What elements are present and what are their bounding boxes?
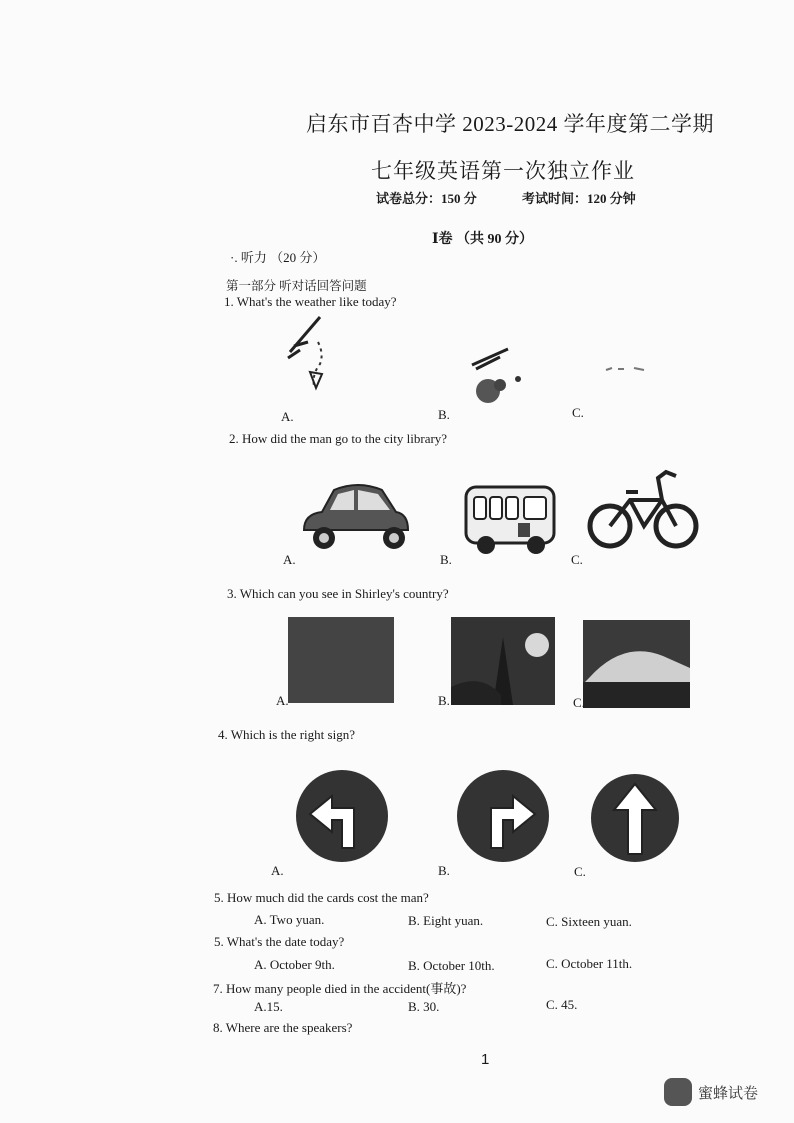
- left-turn-sign-icon: [294, 768, 390, 864]
- question-5: 5. How much did the cards cost the man?: [214, 890, 429, 905]
- watermark: [664, 1078, 758, 1106]
- question-3: 3. Which can you see in Shirley's country?: [227, 586, 449, 601]
- question-7: 7. How many people died in the accident(事故)?: [213, 981, 467, 996]
- q6-option-a: A. October 9th.: [254, 957, 335, 972]
- q5-option-c: C. Sixteen yuan.: [546, 914, 632, 929]
- q7-option-c: C. 45.: [546, 997, 578, 1012]
- wind-icon: [604, 362, 654, 376]
- q2-option-a: A.: [283, 552, 296, 567]
- question-1: 1. What's the weather like today?: [224, 294, 397, 309]
- right-turn-sign-icon: [455, 768, 551, 864]
- page-number: 1: [481, 1051, 490, 1068]
- question-8: 8. Where are the speakers?: [213, 1020, 353, 1035]
- q3-option-a: A.: [276, 693, 289, 708]
- q1-option-c: C.: [572, 405, 584, 420]
- paper-title: 启东市百杏中学 2023-2024 学年度第二学期: [306, 112, 714, 136]
- q7-option-b: B. 30.: [408, 999, 440, 1014]
- q3-option-c: C.: [573, 695, 585, 710]
- q4-option-b: B.: [438, 863, 450, 878]
- q5-option-b: B. Eight yuan.: [408, 913, 484, 928]
- watermark-text: 蜜蜂试卷: [698, 1083, 759, 1102]
- volume-label: Ⅰ卷 （共 90 分）: [432, 232, 534, 247]
- q4-option-a: A.: [271, 863, 284, 878]
- total-score: 试卷总分：150 分: [376, 191, 477, 206]
- car-icon: [298, 480, 413, 552]
- photo-tower: [451, 617, 555, 705]
- rain-icon: [280, 312, 340, 397]
- bicycle-icon: [586, 464, 700, 554]
- section-label: ·. 听力 （20 分）: [230, 250, 326, 265]
- q1-option-a: A.: [281, 409, 294, 424]
- exam-time: 考试时间：120 分钟: [522, 191, 636, 206]
- bus-icon: [462, 483, 558, 555]
- q4-option-c: C.: [574, 864, 586, 879]
- q1-option-b: B.: [438, 407, 450, 422]
- q6-option-b: B. October 10th.: [408, 958, 495, 973]
- q5-option-a: A. Two yuan.: [254, 912, 325, 927]
- question-6: 5. What's the date today?: [214, 934, 345, 949]
- q7-option-a: A.15.: [254, 999, 283, 1014]
- photo-building: [288, 617, 394, 703]
- snow-icon: [466, 345, 526, 410]
- q6-option-c: C. October 11th.: [546, 956, 633, 971]
- exam-meta: [376, 188, 678, 207]
- question-4: 4. Which is the right sign?: [218, 727, 355, 742]
- part-label: 第一部分 听对话回答问题: [226, 279, 367, 293]
- question-2: 2. How did the man go to the city library?: [229, 431, 448, 446]
- q3-option-b: B.: [438, 693, 450, 708]
- photo-mountain: [583, 620, 690, 708]
- straight-ahead-sign-icon: [590, 772, 680, 864]
- paper-subtitle: 七年级英语第一次独立作业: [371, 159, 635, 183]
- q2-option-c: C.: [571, 552, 583, 567]
- q2-option-b: B.: [440, 552, 452, 567]
- watermark-logo-icon: [664, 1078, 692, 1106]
